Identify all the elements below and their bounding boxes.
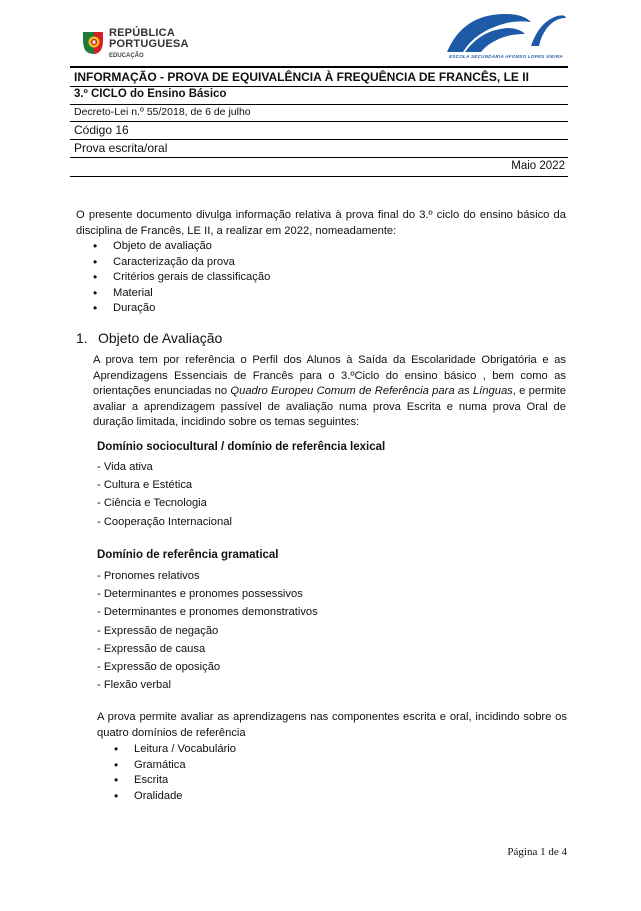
cycle-label: 3.º CICLO do Ensino Básico: [74, 88, 227, 100]
list-item: - Flexão verbal: [97, 679, 171, 692]
list-item: • Gramática: [114, 758, 236, 774]
closing-bullet-list: [114, 742, 236, 804]
gov-logo-line1: REPÚBLICA: [109, 27, 175, 39]
domain-sociocultural-heading: Domínio sociocultural / domínio de referência lexical: [97, 441, 386, 453]
intro-paragraph: O presente documento divulga informação relativa à prova final do 3.º ciclo do ensino básico da disciplina de Francês, LE II, a realizar em 2022, nomeadamente:: [76, 209, 566, 237]
para-text: A prova tem por referência o Perfil dos Alunos à Saída da Escolaridade Obrigatória e as Aprendizagens Essenciais de Francês para o 3.ºCiclo do ensino básico , bem como as orientações enunciadas no: [93, 354, 566, 398]
code-label: Código 16: [74, 123, 129, 137]
header-rule-bottom: [70, 176, 568, 177]
list-item: • Leitura / Vocabulário: [114, 742, 236, 758]
list-item: - Expressão de negação: [97, 624, 219, 637]
section-heading: [76, 330, 222, 346]
list-item: • Material: [93, 286, 270, 302]
list-item: • Duração: [93, 301, 270, 317]
domain-grammar-heading: Domínio de referência gramatical: [97, 549, 279, 561]
intro-bullet-list: [93, 239, 270, 317]
para-text-end: , e permite avaliar a aprendizagem passível de avaliação numa prova Escrita e numa prova Oral de duração limitada, incidindo sobre os temas seguintes:: [93, 385, 566, 429]
domain-grammar-list: [97, 567, 318, 694]
list-item: - Cooperação Internacional: [97, 515, 232, 528]
list-item: - Pronomes relativos: [97, 570, 200, 582]
coat-of-arms-icon: [83, 30, 103, 56]
republica-portuguesa-logo: [83, 28, 203, 62]
school-logo: [445, 8, 567, 62]
list-item: - Vida ativa: [97, 461, 153, 473]
header-rule: [70, 157, 568, 158]
list-item: - Cultura e Estética: [97, 479, 193, 492]
domain-sociocultural-list: [97, 458, 232, 531]
header-rule: [70, 139, 568, 140]
list-item: - Expressão de oposição: [97, 661, 221, 674]
list-item: • Objeto de avaliação: [93, 239, 270, 255]
section-title: Objeto de Avaliação: [98, 330, 223, 346]
list-item: - Expressão de causa: [97, 642, 206, 655]
gov-logo-line2: PORTUGUESA: [109, 38, 189, 50]
list-item: - Ciência e Tecnologia: [97, 497, 207, 510]
page-number: Página 1 de 4: [507, 846, 567, 858]
header-rule: [70, 86, 568, 87]
wave-logo-icon: [445, 8, 567, 54]
list-item: - Determinantes e pronomes possessivos: [97, 588, 303, 601]
para-italic-reference: Quadro Europeu Comum de Referência para as Línguas: [230, 385, 513, 398]
list-item: • Oralidade: [114, 789, 236, 805]
list-item: - Determinantes e pronomes demonstrativos: [97, 606, 318, 619]
list-item: • Escrita: [114, 773, 236, 789]
header-rule: [70, 121, 568, 122]
section-number: 1.: [76, 330, 88, 346]
section1-paragraph: [93, 353, 566, 431]
list-item: • Critérios gerais de classificação: [93, 270, 270, 286]
date-label: Maio 2022: [511, 160, 565, 172]
decree-label: Decreto-Lei n.º 55/2018, de 6 de julho: [74, 106, 251, 118]
school-logo-caption: ESCOLA SECUNDÁRIA AFONSO LOPES VIEIRA: [449, 54, 563, 59]
list-item: • Caracterização da prova: [93, 255, 270, 271]
document-title: INFORMAÇÃO - PROVA DE EQUIVALÊNCIA À FREQUÊNCIA DE FRANCÊS, LE II: [74, 70, 529, 84]
gov-logo-sub: EDUCAÇÃO: [109, 53, 144, 59]
header-rule-top: [70, 66, 568, 68]
exam-type-label: Prova escrita/oral: [74, 141, 168, 155]
closing-paragraph: A prova permite avaliar as aprendizagens nas componentes escrita e oral, incidindo sobre os quatro domínios de referência: [97, 711, 567, 739]
header-rule: [70, 104, 568, 105]
